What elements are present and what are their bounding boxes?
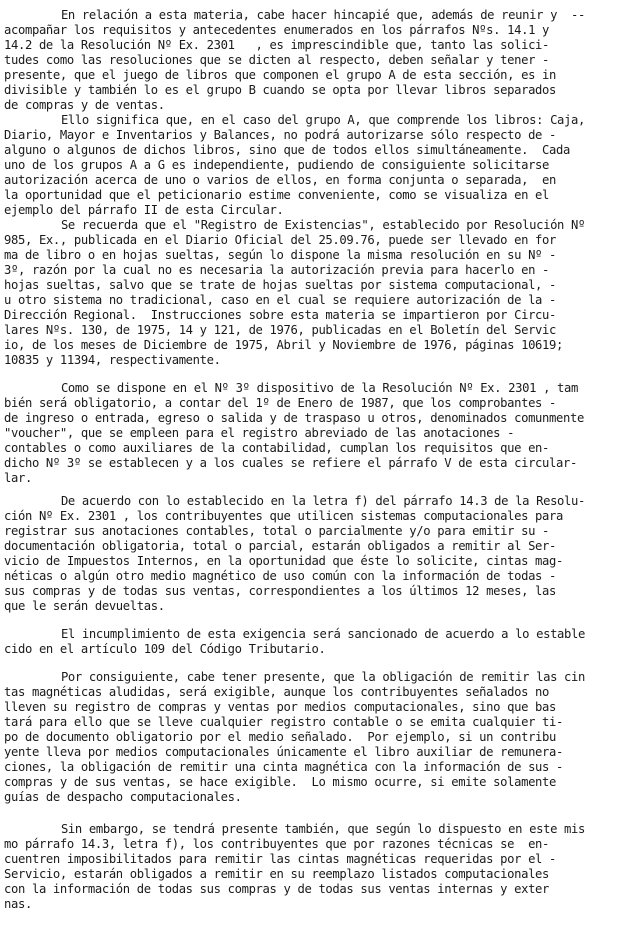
- text-line: Diario, Mayor e Inventarios y Balances, no podrá autorizarse sólo respecto de -: [4, 128, 557, 142]
- text-line: u otro sistema no tradicional, caso en el cual se requiere autorización de la -: [4, 293, 557, 307]
- text-line: mo párrafo 14.3, letra f), los contribuyentes que por razones técnicas se en-: [4, 837, 550, 851]
- text-line: contables o como auxiliares de la contabilidad, cumplan los requisitos que en-: [4, 441, 550, 455]
- text-line: 985, Ex., publicada en el Diario Oficial del 25.09.76, puede ser llevado en for: [4, 233, 557, 247]
- text-line: Ello significa que, en el caso del grupo A, que comprende los libros: Caja,: [26, 113, 586, 127]
- text-line: Servicio, estarán obligados a remitir en su reemplazo listados computacionales: [4, 867, 550, 881]
- text-line: 14.2 de la Resolución Nº Ex. 2301 , es imprescindible que, tanto las solici-: [4, 38, 550, 52]
- text-line: El incumplimiento de esta exigencia será sancionado de acuerdo a lo estable: [26, 627, 586, 641]
- text-line: lleven su registro de compras y ventas por medios computacionales, sino que bas: [4, 700, 557, 714]
- text-line: tas magnéticas aludidas, será exigible, aunque los contribuyentes señalados no: [4, 685, 550, 699]
- text-line: dicho Nº 3º se establecen y a los cuales se refiere el párrafo V de esta circular-: [4, 456, 577, 470]
- text-line: uno de los grupos A a G es independiente, pudiendo de consiguiente solicitarse: [4, 158, 550, 172]
- text-line: Como se dispone en el Nº 3º dispositivo de la Resolución Nº Ex. 2301 , tam: [26, 381, 579, 395]
- text-line: de compras y de ventas.: [4, 98, 165, 112]
- text-line: "voucher", que se empleen para el registro abreviado de las anotaciones -: [4, 426, 515, 440]
- text-line: de ingreso o entrada, egreso o salida y de traspaso u otros, denominados comunmente: [4, 411, 584, 425]
- text-line: hojas sueltas, salvo que se trate de hojas sueltas por sistema computacional, -: [4, 278, 557, 292]
- text-line: acompañar los requisitos y antecedentes enumerados en los párrafos Nºs. 14.1 y: [4, 23, 550, 37]
- text-line: documentación obligatoria, total o parcial, estarán obligados a remitir al Ser-: [4, 539, 557, 553]
- text-line: divisible y también lo es el grupo B cuando se opta por llevar libros separados: [4, 83, 557, 97]
- text-line: 10835 y 11394, respectivamente.: [4, 353, 221, 367]
- text-line: compras y de sus ventas, se hace exigible. Lo mismo ocurre, si emite solamente: [4, 775, 557, 789]
- text-line: alguno o algunos de dichos libros, sino que de todos ellos simultáneamente. Cada: [4, 143, 570, 157]
- text-line: vicio de Impuestos Internos, en la oportunidad que éste lo solicite, cintas mag-: [4, 554, 564, 568]
- text-line: Sin embargo, se tendrá presente también, que según lo dispuesto en este mis: [26, 822, 586, 836]
- text-line: lares Nºs. 130, de 1975, 14 y 121, de 1976, publicadas en el Boletín del Servic: [4, 323, 557, 337]
- text-line: io, de los meses de Diciembre de 1975, Abril y Noviembre de 1976, páginas 10619;: [4, 338, 564, 352]
- text-line: cuentren imposibilitados para remitir las cintas magnéticas requeridas por el -: [4, 852, 557, 866]
- text-line: autorización acerca de uno o varios de ellos, en forma conjunta o separada, en: [4, 173, 557, 187]
- text-line: nas.: [4, 897, 32, 911]
- text-line: ciones, la obligación de remitir una cinta magnética con la información de sus -: [4, 760, 564, 774]
- text-line: bién será obligatorio, a contar del 1º de Enero de 1987, que los comprobantes -: [4, 396, 557, 410]
- text-line: Dirección Regional. Instrucciones sobre esta materia se impartieron por Circu-: [4, 308, 557, 322]
- text-line: Por consiguiente, cabe tener presente, que la obligación de remitir las cin: [26, 670, 586, 684]
- text-line: Se recuerda que el "Registro de Existencias", establecido por Resolución Nº: [26, 218, 586, 232]
- text-line: la oportunidad que el peticionario estime conveniente, como se visualiza en el: [4, 188, 550, 202]
- text-line: De acuerdo con lo establecido en la letra f) del párrafo 14.3 de la Resolu-: [26, 494, 586, 508]
- text-line: tará para ello que se lleve cualquier registro contable o se emita cualquier ti-: [4, 715, 564, 729]
- text-line: ción Nº Ex. 2301 , los contribuyentes que utilicen sistemas computacionales para: [4, 509, 564, 523]
- text-line: 3º, razón por la cual no es necesaria la autorización previa para hacerlo en -: [4, 263, 550, 277]
- text-line: guías de despacho computacionales.: [4, 790, 242, 804]
- text-line: lar.: [4, 471, 32, 485]
- text-line: ma de libro o en hojas sueltas, según lo dispone la misma resolución en su Nº -: [4, 248, 557, 262]
- text-line: tudes como las resoluciones que se dicten al respecto, deben señalar y tener -: [4, 53, 550, 67]
- text-line: sus compras y de todas sus ventas, correspondientes a los últimos 12 meses, las: [4, 584, 557, 598]
- text-line: néticas o algún otro medio magnético de uso común con la información de todas -: [4, 569, 557, 583]
- text-line: yente lleva por medios computacionales únicamente el libro auxiliar de remunera-: [4, 745, 564, 759]
- text-line: con la información de todas sus compras y de todas sus ventas internas y exter: [4, 882, 550, 896]
- text-line: ejemplo del párrafo II de esta Circular.: [4, 203, 284, 217]
- text-line: registrar sus anotaciones contables, total o parcialmente y/o para emitir su -: [4, 524, 550, 538]
- text-line: que le serán devueltas.: [4, 599, 165, 613]
- text-line: po de documento obligatorio por el medio señalado. Por ejemplo, si un contribu: [4, 730, 557, 744]
- text-line: En relación a esta materia, cabe hacer hincapié que, además de reunir y --: [26, 8, 586, 22]
- text-line: presente, que el juego de libros que componen el grupo A de esta sección, es in: [4, 68, 557, 82]
- text-line: cido en el artículo 109 del Código Tributario.: [4, 642, 326, 656]
